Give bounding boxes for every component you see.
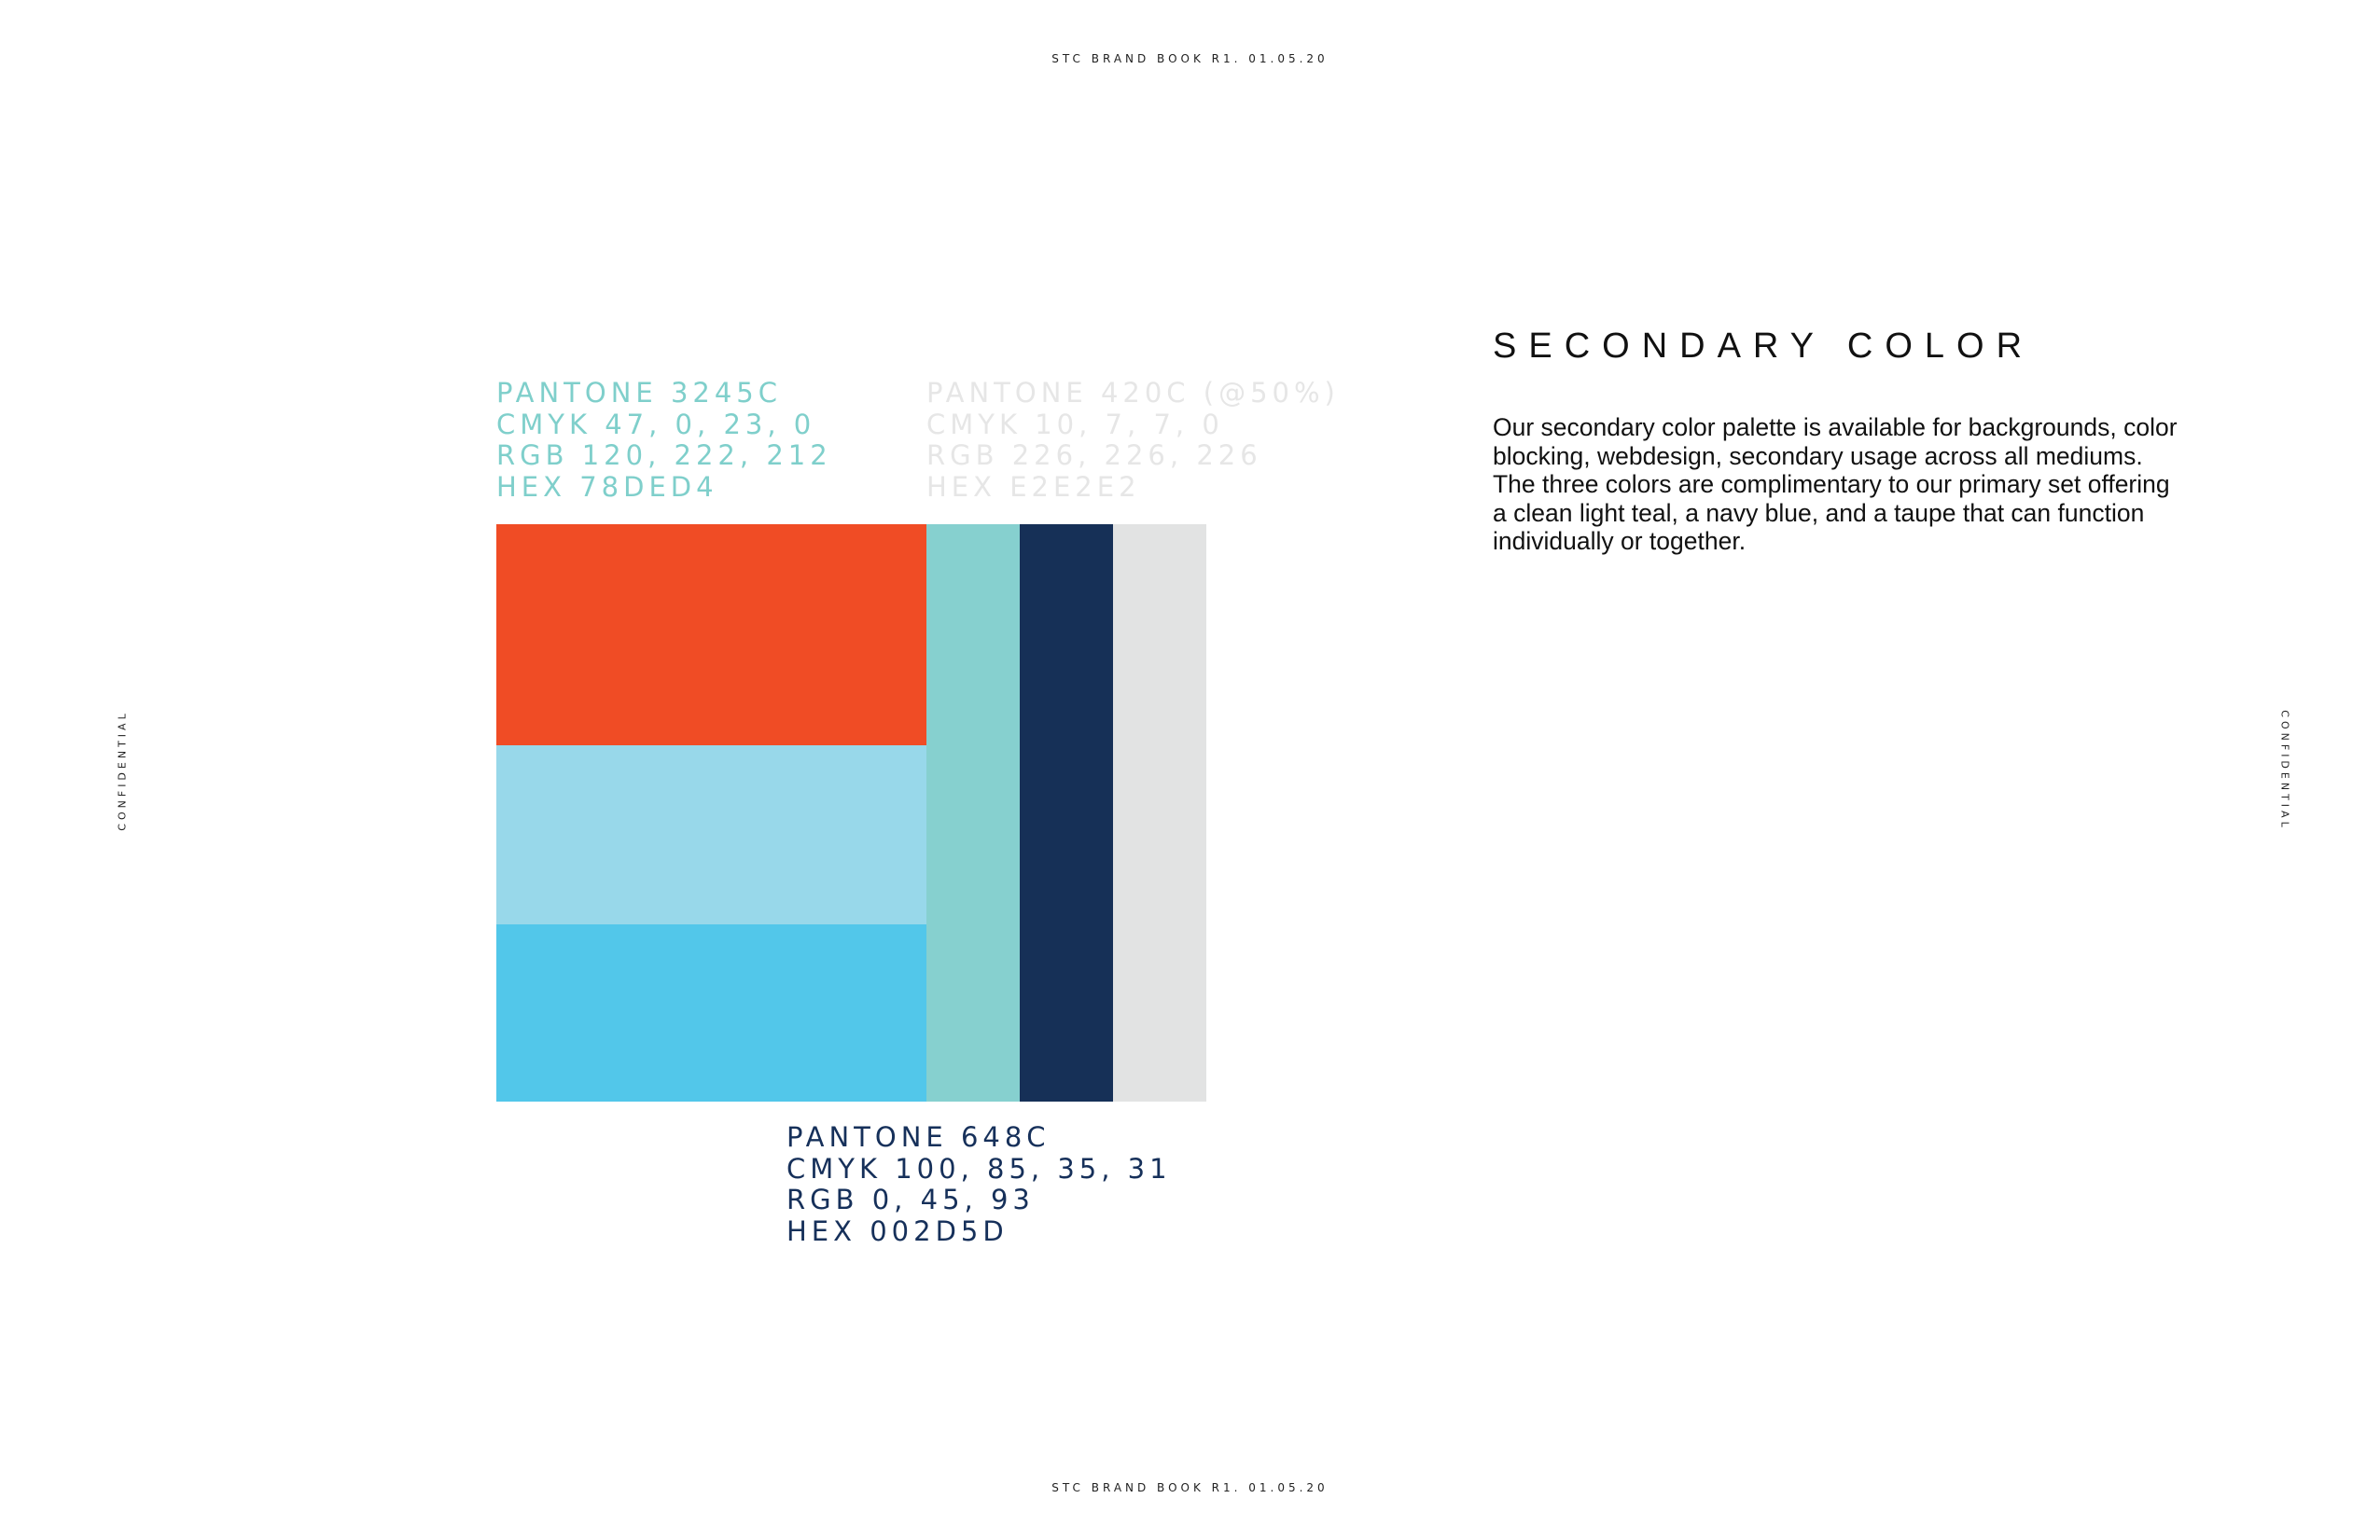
section-title: SECONDARY COLOR (1493, 326, 2035, 366)
teal-hex: HEX 78DED4 (496, 470, 718, 503)
navy-color-spec (786, 1122, 1172, 1247)
confidential-label-right: CONFIDENTIAL (2278, 709, 2291, 831)
teal-pantone: PANTONE 3245C (496, 377, 782, 409)
navy-pantone: PANTONE 648C (786, 1121, 1051, 1153)
light-blue-swatch (496, 745, 926, 924)
grey-cmyk: CMYK 10, 7, 7, 0 (926, 408, 1224, 440)
confidential-label-left: CONFIDENTIAL (116, 709, 129, 831)
navy-rgb: RGB 0, 45, 93 (786, 1184, 1035, 1215)
teal-color-spec (496, 378, 832, 503)
navy-swatch (1020, 524, 1113, 1102)
grey-swatch (1113, 524, 1206, 1102)
section-body-text: Our secondary color palette is available for backgrounds, color blocking, webdesign, secondary usage across all mediums. The three colors are complimentary to our primary set offering a clean light teal, a navy blue, and a taupe that can function individually or together. (1493, 413, 2178, 555)
sky-blue-swatch (496, 924, 926, 1102)
running-footer: STC BRAND BOOK R1. 01.05.20 (1051, 1481, 1329, 1494)
grey-color-spec (926, 378, 1340, 503)
running-header: STC BRAND BOOK R1. 01.05.20 (1051, 52, 1329, 65)
teal-cmyk: CMYK 47, 0, 23, 0 (496, 408, 816, 440)
grey-rgb: RGB 226, 226, 226 (926, 439, 1262, 471)
grey-hex: HEX E2E2E2 (926, 470, 1141, 503)
grey-pantone: PANTONE 420C (@50%) (926, 377, 1340, 409)
teal-swatch (926, 524, 1020, 1102)
orange-swatch (496, 524, 926, 745)
teal-rgb: RGB 120, 222, 212 (496, 439, 832, 471)
navy-hex: HEX 002D5D (786, 1214, 1009, 1247)
navy-cmyk: CMYK 100, 85, 35, 31 (786, 1152, 1172, 1185)
